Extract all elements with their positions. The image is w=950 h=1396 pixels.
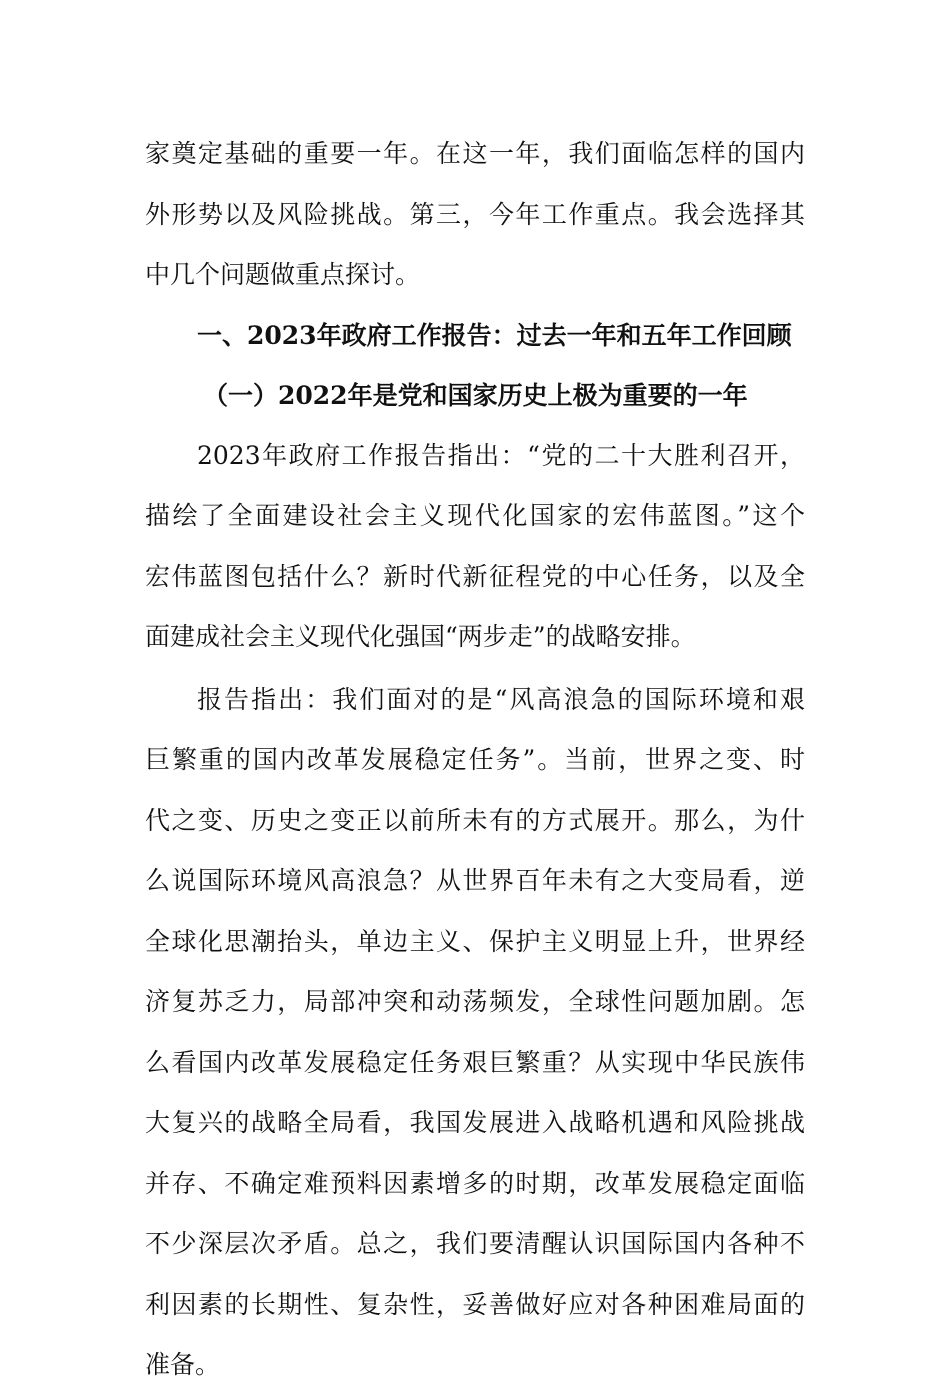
text-line: 不少深层次矛盾。总之，我们要清醒认识国际国内各种不 [145,1229,805,1258]
text-line: 报告指出：我们面对的是“风高浪急的国际环境和艰 [197,684,805,714]
text-line: 利因素的长期性、复杂性，妥善做好应对各种困难局面的 [145,1289,805,1319]
text-line: 么看国内改革发展稳定任务艰巨繁重？从实现中华民族伟 [145,1047,805,1077]
intro-paragraph [145,124,805,306]
text-line: 巨繁重的国内改革发展稳定任务”。当前，世界之变、时 [145,745,805,774]
text-line: 代之变、历史之变正以前所未有的方式展开。那么，为什 [145,805,805,835]
text-line: 家奠定基础的重要一年。在这一年，我们面临怎样的国内 [145,139,805,168]
text-line: 全球化思潮抬头，单边主义、保护主义明显上升，世界经 [145,926,805,956]
subsection-heading: （一）2022年是党和国家历史上极为重要的一年 [203,380,748,410]
text-line: 中几个问题做重点探讨。 [145,260,421,289]
paragraph-2 [145,670,805,1396]
text-line: 描绘了全面建设社会主义现代化国家的宏伟蓝图。”这个 [145,501,805,530]
text-line: 宏伟蓝图包括什么？新时代新征程党的中心任务，以及全 [145,561,805,591]
text-line: 大复兴的战略全局看，我国发展进入战略机遇和风险挑战 [145,1108,805,1137]
text-line: 外形势以及风险挑战。第三，今年工作重点。我会选择其 [145,199,805,229]
text-line: 么说国际环境风高浪急？从世界百年未有之大变局看，逆 [145,866,805,895]
paragraph-1 [145,426,805,668]
text-line: 济复苏乏力，局部冲突和动荡频发，全球性问题加剧。怎 [145,987,805,1016]
text-line: 2023年政府工作报告指出：“党的二十大胜利召开， [197,440,805,470]
text-line: 并存、不确定难预料因素增多的时期，改革发展稳定面临 [145,1168,805,1198]
document-page [145,124,805,1396]
section-heading: 一、2023年政府工作报告：过去一年和五年工作回顾 [197,320,792,350]
text-line: 准备。 [145,1350,221,1379]
text-line: 面建成社会主义现代化强国“两步走”的战略安排。 [145,622,696,651]
